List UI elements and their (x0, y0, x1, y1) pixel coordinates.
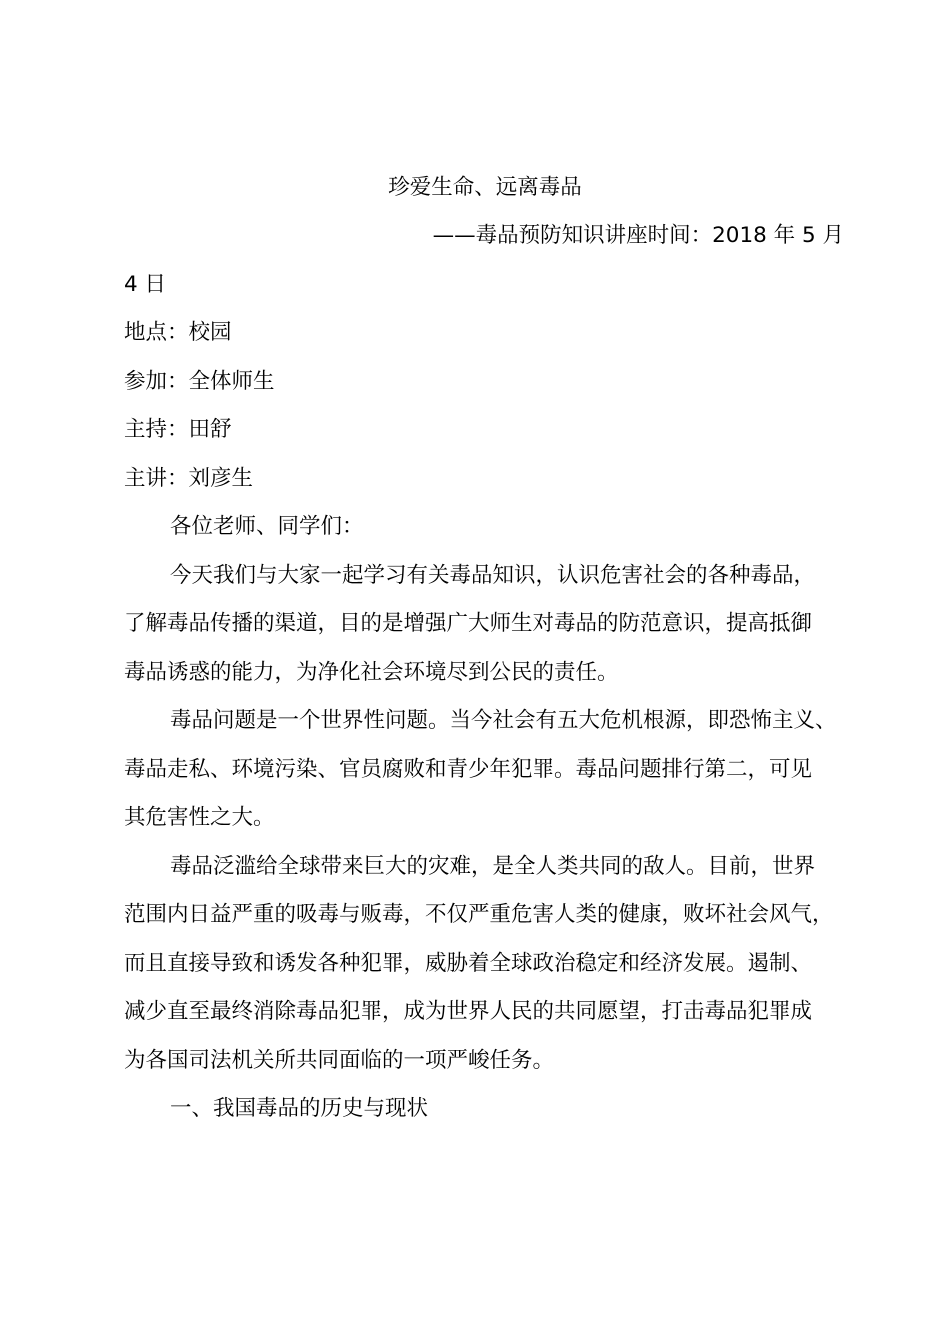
paragraph-line: 为各国司法机关所共同面临的一项严峻任务。 (124, 1048, 555, 1073)
paragraph-line: 减少直至最终消除毒品犯罪，成为世界人民的共同愿望，打击毒品犯罪成 (124, 999, 813, 1024)
document-subtitle: ——毒品预防知识讲座时间：2018 年 5 月 (432, 223, 844, 248)
date-continuation: 4 日 (124, 272, 167, 297)
paragraph-line: 其危害性之大。 (124, 805, 275, 830)
participants-line: 参加：全体师生 (124, 369, 275, 394)
location-line: 地点：校园 (124, 320, 232, 345)
paragraph-line: 今天我们与大家一起学习有关毒品知识，认识危害社会的各种毒品， (170, 563, 816, 588)
paragraph-line: 毒品诱惑的能力，为净化社会环境尽到公民的责任。 (124, 660, 619, 685)
paragraph-line: 毒品问题是一个世界性问题。当今社会有五大危机根源，即恐怖主义、 (170, 708, 837, 733)
paragraph-line: 而且直接导致和诱发各种犯罪，威胁着全球政治稳定和经济发展。遏制、 (124, 951, 813, 976)
greeting-line: 各位老师、同学们： (170, 514, 364, 539)
paragraph-line: 了解毒品传播的渠道，目的是增强广大师生对毒品的防范意识，提高抵御 (124, 611, 813, 636)
speaker-line: 主讲：刘彦生 (124, 466, 254, 491)
section-heading: 一、我国毒品的历史与现状 (170, 1096, 429, 1121)
paragraph-line: 范围内日益严重的吸毒与贩毒，不仅严重危害人类的健康，败坏社会风气， (124, 902, 834, 927)
document-title: 珍爱生命、远离毒品 (388, 175, 582, 200)
host-line: 主持：田舒 (124, 417, 232, 442)
paragraph-line: 毒品泛滥给全球带来巨大的灾难，是全人类共同的敌人。目前，世界 (170, 854, 816, 879)
paragraph-line: 毒品走私、环境污染、官员腐败和青少年犯罪。毒品问题排行第二，可见 (124, 757, 813, 782)
